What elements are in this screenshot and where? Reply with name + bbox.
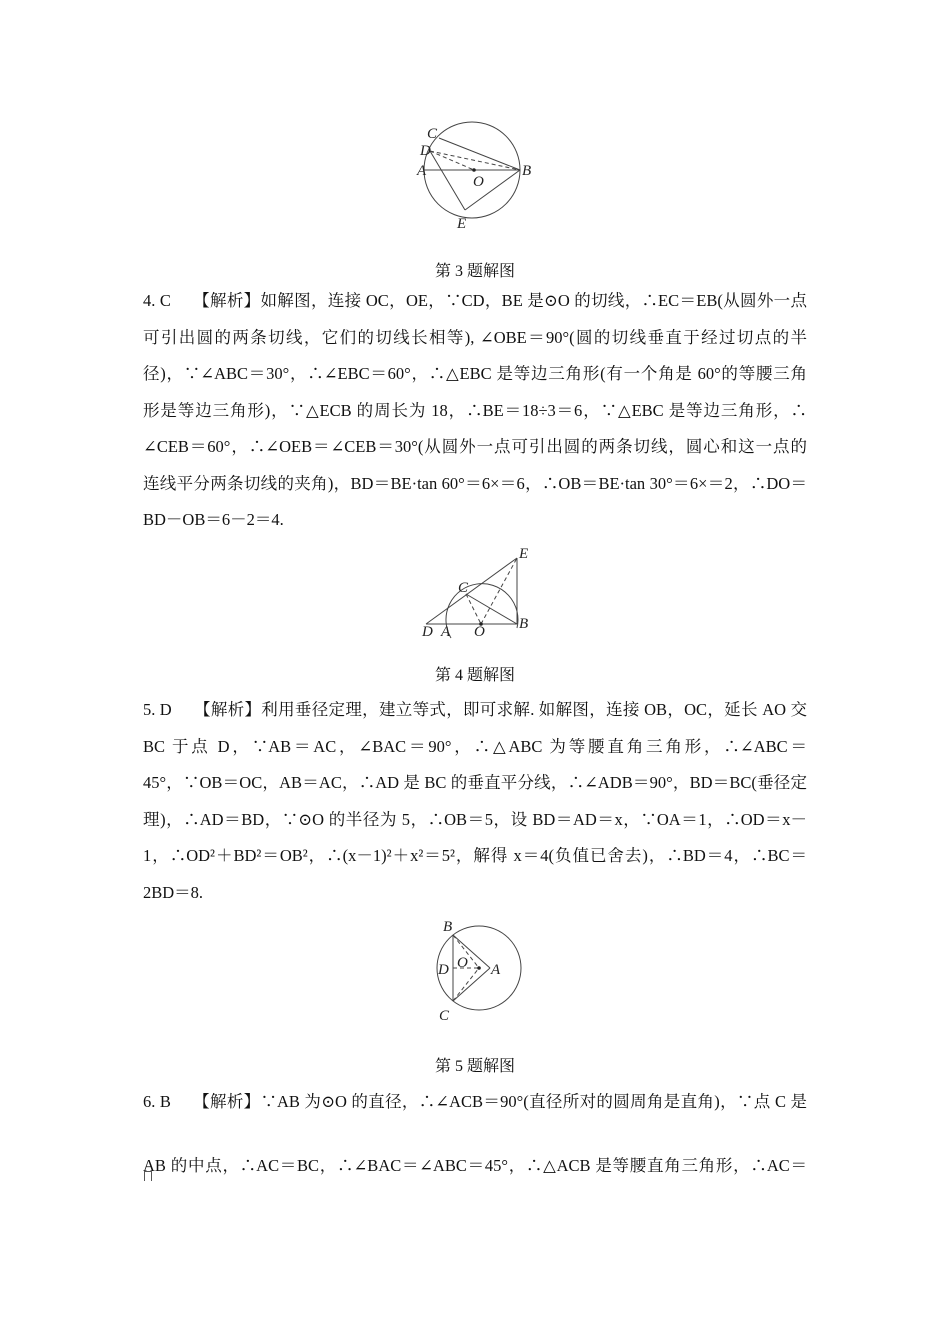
label-C: C <box>458 580 469 596</box>
solution-5-line-2: BC 于点 D，∵AB＝AC，∠BAC＝90°，∴△ABC 为等腰直角三角形，∴∠ABC＝ <box>143 736 807 756</box>
solution-5-line-3: 45°，∵OB＝OC，AB＝AC，∴AD 是 BC 的垂直平分线，∴∠ADB＝90°，BD＝BC(垂径定 <box>143 773 807 792</box>
circle-tangent-diagram-3 <box>410 118 540 233</box>
answer-number: 6. B <box>143 1092 171 1111</box>
circle-chord-diagram-5 <box>424 914 529 1024</box>
label-B: B <box>522 163 532 179</box>
label-O: O <box>473 174 484 190</box>
solution-4-line-5: ∠CEB＝60°，∴∠OEB＝∠CEB＝30°(从圆外一点可引出圆的两条切线，圆心和这一点的 <box>143 437 807 456</box>
solution-4-line-1: 4. C 【解析】如解图，连接 OC，OE，∵CD，BE 是⊙O 的切线，∴EC＝EB(从圆外一点 <box>143 291 807 310</box>
figure-3-caption: 第 3 题解图 <box>434 263 515 280</box>
label-E: E <box>457 216 467 232</box>
label-E: E <box>519 546 529 562</box>
solution-4 <box>143 283 807 539</box>
solution-6 <box>143 1084 807 1194</box>
label-C: C <box>427 126 438 142</box>
label-D: D <box>420 143 431 159</box>
figure-5-caption: 第 5 题解图 <box>434 1058 515 1075</box>
solution-4-line-4: 形是等边三角形)，∵△ECB 的周长为 18，∴BE＝18÷3＝6，∵△EBC 是等边三角形，∴ <box>143 400 807 420</box>
label-B: B <box>443 919 453 935</box>
solution-5-line-1: 5. D 【解析】利用垂径定理，建立等式，即可求解. 如解图，连接 OB，OC，延长 AO 交 <box>143 700 807 719</box>
figure-3-diagram <box>410 118 540 233</box>
label-B: B <box>519 616 529 632</box>
figure-5-diagram <box>424 914 529 1024</box>
solution-5-line-4: 理)，∴AD＝BD，∵⊙O 的半径为 5，∴OB＝5，设 BD＝AD＝x，∵OA＝1，∴OD＝x－ <box>143 809 807 829</box>
solution-6-line-1: 6. B 【解析】∵AB 为⊙O 的直径，∴∠ACB＝90°(直径所对的圆周角是直角)，∵点 C 是 <box>143 1092 807 1111</box>
solution-5-line-6: 2BD＝8. <box>143 882 204 902</box>
answer-number: 4. C <box>143 291 171 310</box>
solution-6-line-2: AB 的中点，∴AC＝BC，∴∠BAC＝∠ABC＝45°，∴△ACB 是等腰直角三角形，∴AC＝ <box>143 1155 807 1175</box>
label-A: A <box>417 163 427 179</box>
label-C: C <box>439 1008 450 1024</box>
label-D: D <box>438 962 449 978</box>
label-A: A <box>441 624 451 640</box>
solution-5-line-5: 1，∴OD²＋BD²＝OB²，∴(x－1)²＋x²＝5²，解得 x＝4(负值已舍去)，∴BD＝4，∴BC＝ <box>143 846 807 865</box>
figure-4-caption: 第 4 题解图 <box>434 667 515 684</box>
figure-4-diagram <box>418 548 538 643</box>
label-O: O <box>474 624 485 640</box>
solution-4-line-2: 可引出圆的两条切线，它们的切线长相等), ∠OBE＝90°(圆的切线垂直于经过切点的半 <box>143 327 807 347</box>
label-A: A <box>491 962 501 978</box>
answer-number: 5. D <box>143 700 172 719</box>
solution-4-line-7: BD－OB＝6－2＝4. <box>143 510 284 529</box>
solution-4-line-3: 径)，∵∠ABC＝30°，∴∠EBC＝60°，∴△EBC 是等边三角形(有一个角是 60°的等腰三角 <box>143 364 807 383</box>
solution-5 <box>143 692 807 911</box>
label-O: O <box>457 955 468 971</box>
solution-4-line-6: 连线平分两条切线的夹角)，BD＝BE·tan 60°＝6×＝6，∴OB＝BE·tan 30°＝6×＝2，∴DO＝ <box>143 473 807 493</box>
label-D: D <box>422 624 433 640</box>
tangent-triangle-diagram-4 <box>418 548 538 643</box>
